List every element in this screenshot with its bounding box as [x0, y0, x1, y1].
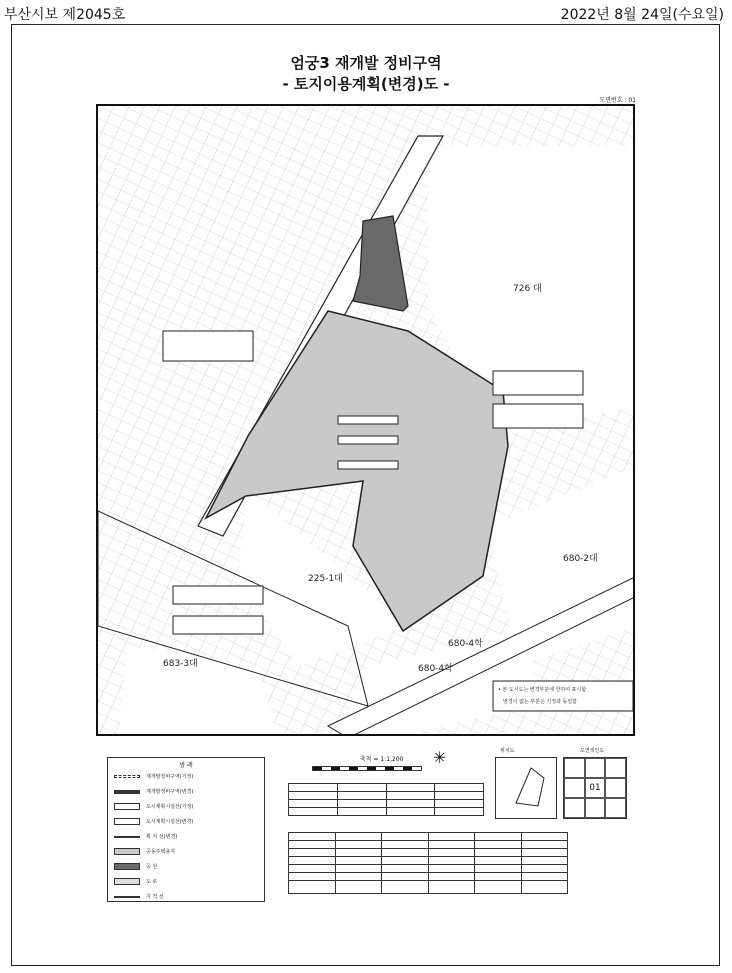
- approval-table: [288, 783, 484, 816]
- legend-item: 도시계획시설선(기정): [108, 799, 264, 814]
- legend-item: 획 지 선(변경): [108, 829, 264, 844]
- gazette-issue: 부산시보 제2045호: [4, 7, 126, 23]
- note-line-2: 변경이 없는 부분은 기정과 동일함: [503, 699, 577, 705]
- legend-item: 도 로: [108, 874, 264, 889]
- label-225-1: 225-1대: [308, 574, 343, 584]
- location-map-label: 위치도: [500, 748, 515, 754]
- zone-annotation: [338, 416, 398, 424]
- map-title: 엄궁3 재개발 정비구역: [290, 54, 442, 72]
- location-outline: [496, 758, 556, 818]
- index-map-label: 도면색인도: [580, 748, 605, 754]
- legend-title: 범 례: [179, 762, 193, 769]
- signature-table: [288, 832, 568, 894]
- map-drawing: [98, 106, 635, 736]
- label-680-4a: 680-4학: [448, 639, 483, 649]
- zone-annotation: [338, 461, 398, 469]
- legend-item: 재개발정비구역(기정): [108, 769, 264, 784]
- road-annotation: [173, 586, 263, 604]
- land-use-map: [96, 104, 635, 736]
- legend-item: 지 적 선: [108, 889, 264, 904]
- map-subtitle: - 토지이용계획(변경)도 -: [282, 75, 450, 93]
- index-grid: [563, 757, 627, 819]
- legend-item: 도시계획시설선(변경): [108, 814, 264, 829]
- drawing-number: 도면번호 : 01: [599, 97, 636, 104]
- location-map: [495, 757, 557, 819]
- label-680-4b: 680-4학: [418, 664, 453, 674]
- legend-item: 재개발정비구역(변경): [108, 784, 264, 799]
- label-683-3: 683-3대: [163, 659, 198, 669]
- road-annotation: [493, 371, 583, 395]
- note-line-1: • 본 도시도는 변경부분에 한하여 표시함: [498, 687, 587, 693]
- label-726: 726 대: [513, 284, 542, 294]
- north-arrow-icon: ✳: [433, 748, 447, 767]
- road-annotation: [163, 331, 253, 361]
- legend-item: 공동주택용지: [108, 844, 264, 859]
- zone-annotation: [338, 436, 398, 444]
- gazette-date: 2022년 8월 24일(수요일): [560, 7, 724, 23]
- scale-bar: [312, 766, 422, 771]
- legend: [107, 757, 265, 902]
- road-annotation: [493, 404, 583, 428]
- scale-label: 축척 = 1:1,200: [360, 756, 404, 763]
- legend-item: 공 원: [108, 859, 264, 874]
- label-680-2: 680-2대: [563, 554, 598, 564]
- index-cell: 01: [585, 778, 606, 798]
- road-annotation: [173, 616, 263, 634]
